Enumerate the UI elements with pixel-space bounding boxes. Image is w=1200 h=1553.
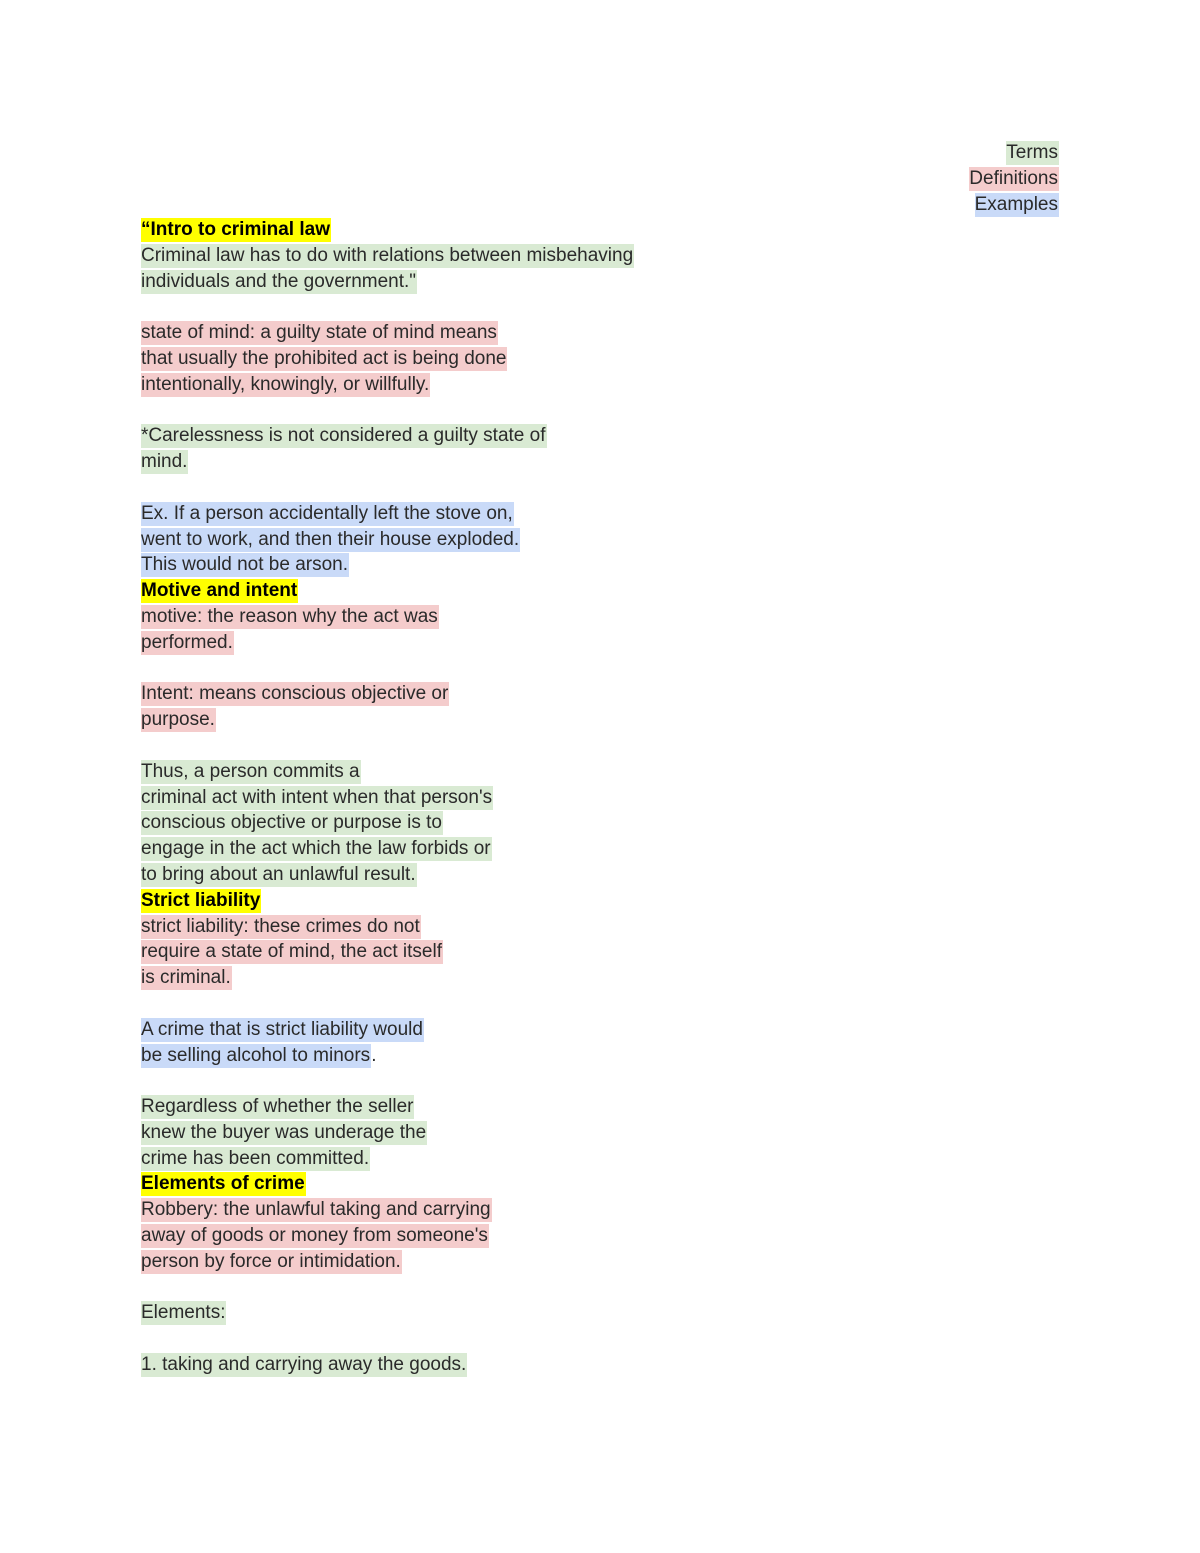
text-line: [141, 372, 861, 398]
text-line: [141, 862, 861, 888]
term-text: Criminal law has to do with relations between misbehaving: [141, 244, 634, 266]
definition-text: Robbery: the unlawful taking and carrying: [141, 1199, 491, 1221]
legend-definitions: [969, 166, 1059, 192]
text-line: [141, 681, 861, 707]
text-line: [141, 501, 861, 527]
term-text: mind.: [141, 451, 188, 473]
heading-text: Strict liability: [141, 889, 261, 911]
term-text: conscious objective or purpose is to: [141, 812, 442, 834]
term-text: Elements:: [141, 1302, 226, 1324]
term-text: criminal act with intent when that person's: [141, 786, 493, 808]
blank-line: [141, 398, 861, 424]
text-line: [141, 965, 861, 991]
text-line: [141, 836, 861, 862]
legend-terms: [969, 140, 1059, 166]
definition-text: motive: the reason why the act was: [141, 605, 438, 627]
definition-text: that usually the prohibited act is being done: [141, 347, 507, 369]
blank-line: [141, 733, 861, 759]
text-line: [141, 810, 861, 836]
text-line: [141, 243, 861, 269]
term-text: 1. taking and carrying away the goods.: [141, 1354, 467, 1376]
text-line: [141, 1043, 861, 1069]
text-line: [141, 1249, 861, 1275]
term-text: to bring about an unlawful result.: [141, 863, 416, 885]
example-text: Ex. If a person accidentally left the stove on,: [141, 502, 513, 524]
text-line: [141, 630, 861, 656]
heading-text: Elements of crime: [141, 1173, 305, 1195]
legend-definitions-label: Definitions: [969, 168, 1058, 189]
example-text: A crime that is strict liability would: [141, 1018, 423, 1040]
example-text: This would not be arson.: [141, 554, 349, 576]
text-line: [141, 1197, 861, 1223]
text-line: [141, 785, 861, 811]
definition-text: performed.: [141, 631, 233, 653]
definition-text: intentionally, knowingly, or willfully.: [141, 373, 430, 395]
heading-text: Motive and intent: [141, 580, 298, 602]
definition-text: strict liability: these crimes do not: [141, 915, 420, 937]
text-line: [141, 552, 861, 578]
text-line: [141, 346, 861, 372]
text-line: [141, 1120, 861, 1146]
text-line: [141, 914, 861, 940]
legend-terms-label: Terms: [1006, 142, 1058, 163]
blank-line: [141, 656, 861, 682]
legend-examples-label: Examples: [974, 194, 1058, 215]
text-line: [141, 423, 861, 449]
plain-period: .: [371, 1044, 377, 1066]
color-legend: [969, 140, 1059, 218]
example-text: went to work, and then their house exploded.: [141, 528, 520, 550]
term-text: knew the buyer was underage the: [141, 1121, 427, 1143]
text-line: [141, 527, 861, 553]
example-text: be selling alcohol to minors: [141, 1044, 371, 1066]
text-line: [141, 1223, 861, 1249]
blank-line: [141, 294, 861, 320]
text-line: [141, 939, 861, 965]
blank-line: [141, 1068, 861, 1094]
blank-line: [141, 991, 861, 1017]
definition-text: purpose.: [141, 709, 215, 731]
blank-line: [141, 1275, 861, 1301]
text-line: [141, 449, 861, 475]
text-line: [141, 604, 861, 630]
text-line: [141, 269, 861, 295]
definition-text: Intent: means conscious objective or: [141, 683, 449, 705]
term-text: Thus, a person commits a: [141, 760, 360, 782]
definition-text: away of goods or money from someone's: [141, 1225, 488, 1247]
section-heading-intro: [141, 217, 861, 243]
text-line: [141, 320, 861, 346]
notes-body: [141, 217, 861, 1378]
definition-text: state of mind: a guilty state of mind means: [141, 322, 497, 344]
text-line: [141, 1300, 861, 1326]
text-line: [141, 707, 861, 733]
section-heading-elements: [141, 1171, 861, 1197]
section-heading-strict-liability: [141, 888, 861, 914]
text-line: [141, 1146, 861, 1172]
blank-line: [141, 475, 861, 501]
heading-text: “Intro to criminal law: [141, 219, 330, 240]
blank-line: [141, 1326, 861, 1352]
text-line: [141, 1017, 861, 1043]
section-heading-motive: [141, 578, 861, 604]
list-item: [141, 1352, 861, 1378]
term-text: engage in the act which the law forbids or: [141, 838, 491, 860]
text-line: [141, 1094, 861, 1120]
term-text: crime has been committed.: [141, 1147, 370, 1169]
definition-text: is criminal.: [141, 967, 231, 989]
definition-text: require a state of mind, the act itself: [141, 941, 442, 963]
text-line: [141, 759, 861, 785]
legend-examples: [969, 192, 1059, 218]
term-text: individuals and the government.": [141, 270, 417, 292]
definition-text: person by force or intimidation.: [141, 1250, 401, 1272]
term-text: Regardless of whether the seller: [141, 1096, 414, 1118]
term-text: *Carelessness is not considered a guilty state of: [141, 425, 546, 447]
